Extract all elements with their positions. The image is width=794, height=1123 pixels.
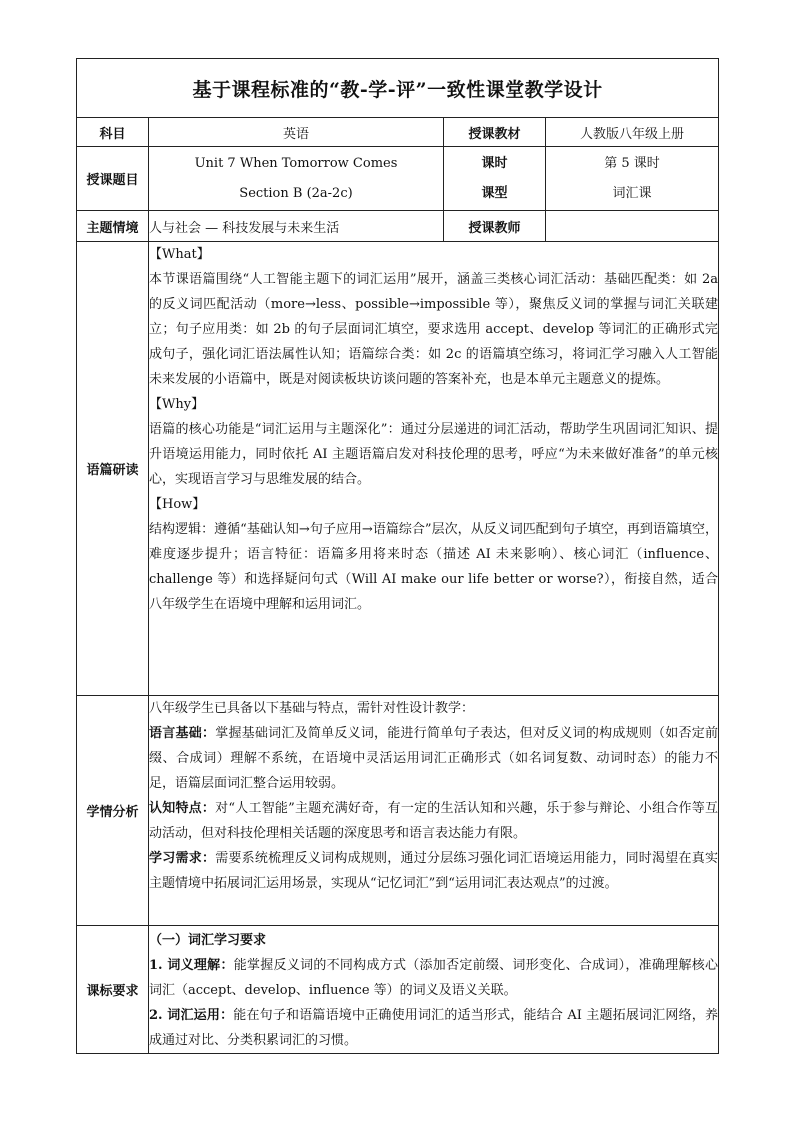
theme-label: 主题情境 [77,211,149,242]
learner-analysis-content [149,696,719,926]
subject-value: 英语 [149,118,444,147]
cognitive-paragraph [149,796,718,846]
word-meaning-text: 能掌握反义词的不同构成方式（添加否定前缀、词形变化、合成词），准确理解核心词汇（accept、develop、influence 等）的词义及语义关联。 [149,958,718,998]
word-usage-heading: 2. 词汇运用： [149,1008,234,1023]
what-paragraph: 本节课语篇围绕“人工智能主题下的词汇运用”展开，涵盖三类核心词汇活动：基础匹配类：如 2a 的反义词匹配活动（more→less、possible→impossible 等），聚焦反义词的掌握与词汇关联建立；句子应用类：如 2b 的句子层面词汇填空，要求选用 accept、develop 等词汇的正确形式完成句子，强化词汇语法属性认知；语篇综合类：如 2c 的语篇填空练习，将词汇学习融入人工智能未来发展的小语篇中，既是对阅读板块访谈问题的答案补充，也是本单元主题意义的提炼。 [149,272,719,387]
teacher-label: 授课教师 [444,211,546,242]
textbook-label: 授课教材 [444,118,546,147]
period-value: 第 5 课时 [604,155,660,171]
vocab-requirements-title: （一）词汇学习要求 [149,933,267,948]
textbook-value: 人教版八年级上册 [546,118,719,147]
curriculum-content [149,926,719,1054]
document-title: 基于课程标准的“教-学-评”一致性课堂教学设计 [77,59,719,118]
word-usage-item [149,1003,718,1053]
type-label: 课型 [481,185,508,201]
word-usage-text: 能在句子和语篇语境中正确使用词汇的适当形式，能结合 AI 主题拓展词汇网络，养成通过对比、分类积累词汇的习惯。 [149,1008,719,1048]
lesson-plan-table [76,58,719,1054]
subject-label: 科目 [77,118,149,147]
learning-needs-heading: 学习需求： [149,851,216,866]
text-analysis-content [149,242,719,696]
period-label: 课时 [481,155,508,171]
cognitive-text: 对“人工智能”主题充满好奇，有一定的生活认知和兴趣，乐于参与辩论、小组合作等互动活动，但对科技伦理相关话题的深度思考和语言表达能力有限。 [149,801,719,841]
learning-needs-paragraph [149,846,718,896]
language-basis-paragraph [149,721,718,796]
learner-analysis-label: 学情分析 [77,696,149,926]
text-analysis-label: 语篇研读 [77,242,149,696]
language-basis-heading: 语言基础： [149,726,216,741]
why-paragraph: 语篇的核心功能是“词汇运用与主题深化”：通过分层递进的词汇活动，帮助学生巩固词汇知识、提升语境运用能力，同时依托 AI 主题语篇启发对科技伦理的思考，呼应“为未来做好准备”的单元核心，实现语言学习与思维发展的结合。 [149,422,719,487]
what-heading: 【What】 [149,247,210,262]
learning-needs-text: 需要系统梳理反义词构成规则，通过分层练习强化词汇语境运用能力，同时渴望在真实主题情境中拓展词汇运用场景，实现从“记忆词汇”到“运用词汇表达观点”的过渡。 [149,851,718,891]
topic-title-line: Unit 7 When Tomorrow Comes [194,155,398,171]
word-meaning-heading: 1. 词义理解： [149,958,234,973]
period-type-values [546,147,719,211]
topic-section-line: Section B (2a-2c) [239,185,353,201]
topic-label: 授课题目 [77,147,149,211]
learner-intro: 八年级学生已具备以下基础与特点，需针对性设计教学： [149,701,475,716]
language-basis-text: 掌握基础词汇及简单反义词，能进行简单句子表达，但对反义词的构成规则（如否定前缀、合成词）理解不系统，在语境中灵活运用词汇正确形式（如名词复数、动词时态）的能力不足，语篇层面词汇整合运用较弱。 [149,726,719,791]
period-type-labels [444,147,546,211]
teacher-value [546,211,719,242]
word-meaning-item [149,953,718,1003]
type-value: 词汇课 [612,185,652,201]
topic-value [149,147,444,211]
how-heading: 【How】 [149,497,206,512]
why-heading: 【Why】 [149,397,205,412]
theme-value: 人与社会 — 科技发展与未来生活 [149,211,444,242]
cognitive-heading: 认知特点： [149,801,216,816]
curriculum-label: 课标要求 [77,926,149,1054]
how-paragraph: 结构逻辑：遵循“基础认知→句子应用→语篇综合”层次，从反义词匹配到句子填空，再到语篇填空，难度逐步提升；语言特征：语篇多用将来时态（描述 AI 未来影响）、核心词汇（influence、challenge 等）和选择疑问句式（Will AI make our life better or worse?），衔接自然，适合八年级学生在语境中理解和运用词汇。 [149,522,719,612]
vocab-requirements-heading [149,928,718,953]
